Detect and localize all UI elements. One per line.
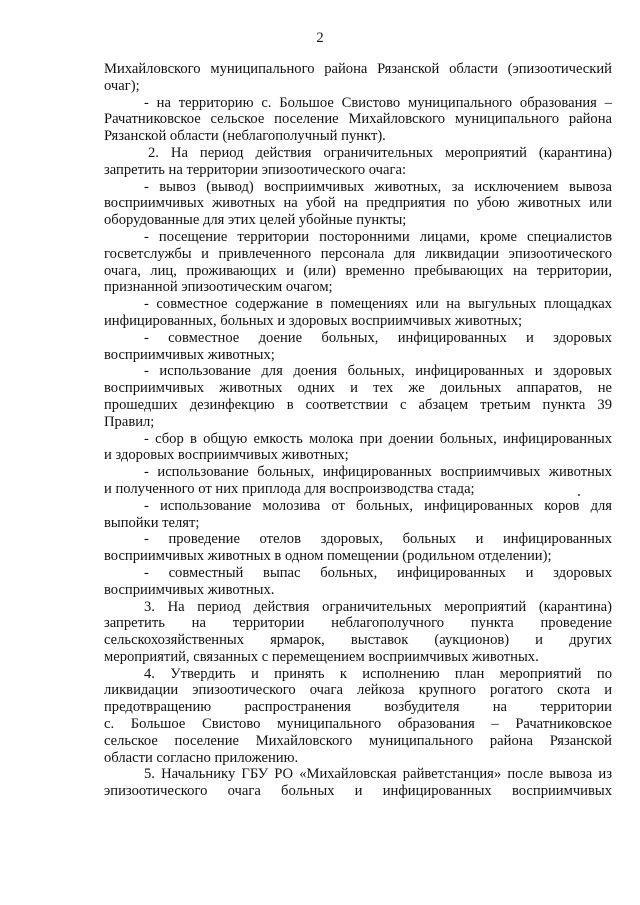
text-line: запретить на территории неблагополучного пункта проведение [104, 615, 612, 632]
text-line: 3. На период действия ограничительных мероприятий (карантина) [144, 598, 612, 615]
text-line: - проведение отелов здоровых, больных и инфицированных [144, 531, 612, 548]
text-line: - использование для доения больных, инфицированных и здоровых [144, 363, 612, 380]
text-line: Рачатниковское сельское поселение Михайловского муниципального района [104, 111, 612, 128]
text-line: Правил; [104, 413, 155, 430]
text-line: Михайловского муниципального района Рязанской области (эпизоотический [104, 61, 612, 77]
text-line: предотвращению распространения возбудителя на территории [104, 699, 612, 716]
text-line: сельское поселение Михайловского муниципального района Рязанской [104, 732, 612, 749]
text-line: - посещение территории посторонними лицами, кроме специалистов [144, 228, 612, 245]
text-line: запретить на территории эпизоотического очага: [104, 161, 407, 178]
text-line: восприимчивых животных на убой на предприятия по убою животных или [104, 195, 612, 212]
text-line: - совместное доение больных, инфицированных и здоровых [144, 329, 612, 346]
scan-speck [578, 494, 580, 496]
document-body [104, 61, 612, 800]
text-line: - совместный выпас больных, инфицированных и здоровых [144, 564, 612, 581]
text-line: и полученного от них приплода для воспроизводства стада; [104, 480, 475, 497]
text-line: прошедших дезинфекцию в соответствии с абзацем третьим пункта 39 [104, 396, 612, 413]
text-line: ликвидации эпизоотического очага лейкоза крупного рогатого скота и [104, 682, 612, 699]
text-line: признанной эпизоотическим очагом; [104, 279, 333, 296]
text-line: восприимчивых животных; [104, 346, 275, 363]
text-line: 2. На период действия ограничительных мероприятий (карантина) [148, 144, 612, 161]
text-line: восприимчивых животных одних и тех же доильных аппаратов, не [104, 380, 612, 397]
text-line: - использование молозива от больных, инфицированных коров для [144, 497, 612, 514]
text-line: и здоровых восприимчивых животных; [104, 447, 349, 464]
text-line: - использование больных, инфицированных восприимчивых животных [144, 464, 612, 481]
text-line: с. Большое Свистово муниципального образования – Рачатниковское [104, 716, 612, 733]
text-line: - сбор в общую емкость молока при доении больных, инфицированных [144, 430, 612, 447]
text-line: - вывоз (вывод) восприимчивых животных, за исключением вывоза [144, 178, 612, 195]
text-line: мероприятий, связанных с перемещением восприимчивых животных. [104, 648, 539, 665]
text-line: очага, лиц, проживающих и (или) временно пребывающих на территории, [104, 262, 612, 279]
text-line: области согласно приложению. [104, 749, 299, 766]
text-line: сельскохозяйственных ярмарок, выставок (аукционов) и других [104, 632, 612, 649]
text-line: 5. Начальнику ГБУ РО «Михайловская райветстанция» после вывоза из [144, 766, 612, 783]
text-line: госветслужбы и привлеченного персонала для ликвидации эпизоотического [104, 245, 612, 262]
text-line: инфицированных, больных и здоровых восприимчивых животных; [104, 312, 523, 329]
text-line: оборудованные для этих целей убойные пункты; [104, 212, 407, 229]
text-line: - совместное содержание в помещениях или на выгульных площадках [144, 296, 612, 313]
text-line: восприимчивых животных в одном помещении (родильном отделении); [104, 548, 552, 565]
text-line: эпизоотического очага больных и инфицированных восприимчивых [104, 783, 612, 800]
text-line: очаг); [104, 77, 140, 94]
text-line: 4. Утвердить и принять к исполнению план мероприятий по [144, 665, 612, 682]
page-number: 2 [316, 30, 324, 46]
text-line: Рязанской области (неблагополучный пункт). [104, 128, 386, 145]
text-line: - на территорию с. Большое Свистово муниципального образования – [144, 94, 612, 111]
text-line: восприимчивых животных. [104, 581, 275, 598]
text-line: выпойки телят; [104, 514, 200, 531]
